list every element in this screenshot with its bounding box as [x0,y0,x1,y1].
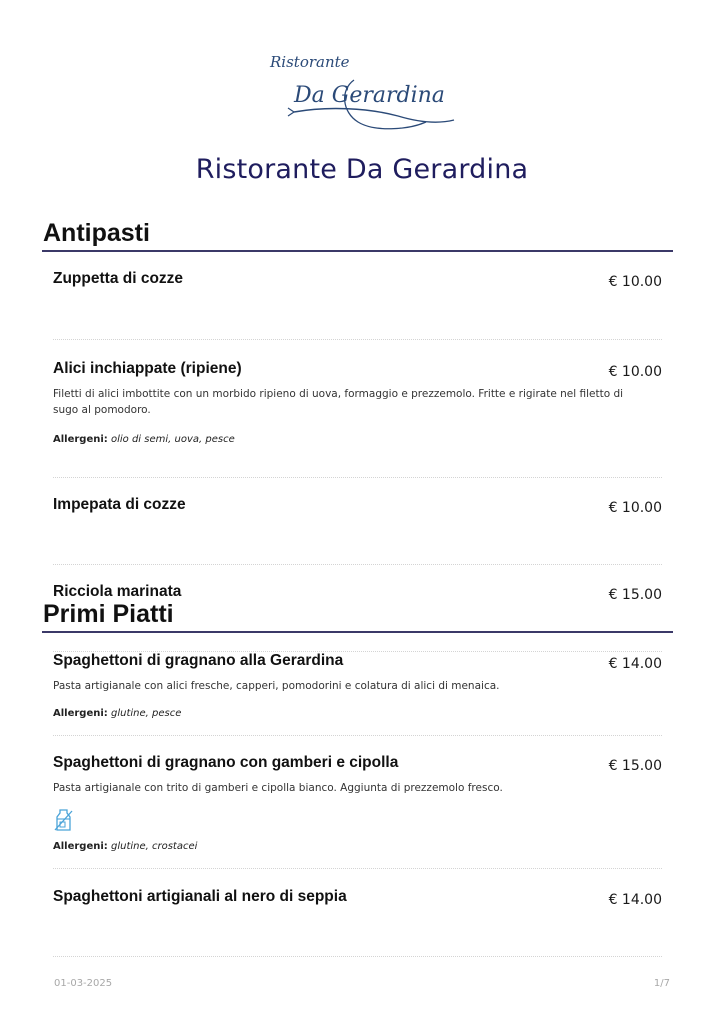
menu-item [53,496,662,565]
item-price: € 15.00 [608,758,662,774]
item-name: Zuppetta di cozze [53,270,184,287]
item-name: Ricciola marinata [53,583,182,600]
item-allergens [53,434,235,445]
item-price: € 10.00 [608,500,662,516]
allergens-label: Allergeni: [53,708,108,719]
section-title: Antipasti [42,218,673,252]
allergens-list: olio di semi, uova, pesce [110,434,235,445]
menu-item [53,888,662,957]
allergens-list: glutine, crostacei [110,841,198,852]
logo-graphic [258,50,468,140]
item-description: Pasta artigianale con trito di gamberi e cipolla bianco. Aggiunta di prezzemolo fresco. [53,782,503,794]
footer-page-number: 1/7 [653,978,670,989]
allergens-label: Allergeni: [53,841,108,852]
section-title: Primi Piatti [42,599,673,633]
item-price: € 14.00 [608,892,662,908]
item-price: € 10.00 [608,364,662,380]
allergens-list: glutine, pesce [110,708,182,719]
item-price: € 10.00 [608,274,662,290]
item-price: € 14.00 [608,656,662,672]
item-allergens [53,708,181,719]
section-primi-piatti [42,599,673,957]
menu-item [53,652,662,736]
item-name: Spaghettoni di gragnano con gamberi e cipolla [53,754,399,771]
item-description: Filetti di alici imbottite con un morbido ripieno di uova, formaggio e prezzemolo. Fritte e rigirate nel filetto di sugo al pomodoro. [53,388,624,416]
section-antipasti [42,218,673,652]
item-description: Pasta artigianale con alici fresche, capperi, pomodorini e colatura di alici di menaica. [53,680,500,692]
menu-item [53,754,662,869]
logo-line2: Da Gerardina [294,83,445,108]
page-title: Ristorante Da Gerardina [195,154,529,185]
footer-date: 01-03-2025 [54,978,113,989]
lactose-free-icon [53,808,75,832]
logo-line1: Ristorante [270,53,350,71]
item-name: Spaghettoni di gragnano alla Gerardina [53,652,344,669]
item-allergens [53,841,197,852]
item-name: Alici inchiappate (ripiene) [53,360,242,377]
item-name: Spaghettoni artigianali al nero di seppia [53,888,347,905]
item-name: Impepata di cozze [53,496,186,513]
item-price: € 15.00 [608,587,662,603]
menu-item [53,360,662,478]
menu-item [53,270,662,340]
allergens-label: Allergeni: [53,434,108,445]
restaurant-logo [258,50,468,140]
